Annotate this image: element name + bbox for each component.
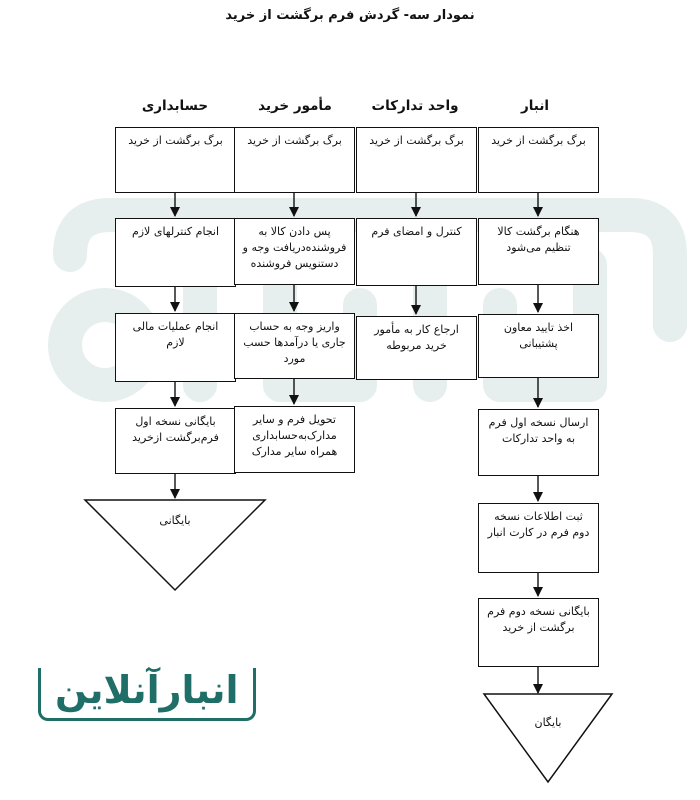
- column-header-buyer: مأمور خرید: [258, 98, 332, 114]
- box-acc-financial-ops: انجام عملیات مالی لازم: [115, 313, 236, 382]
- box-pro-check-sign: کنترل و امضای فرم: [356, 218, 477, 286]
- terminator-warehouse: [484, 694, 612, 782]
- box-pro-refer-buyer: ارجاع کار به مأمور خرید مربوطه: [356, 316, 477, 380]
- box-buy-return-form: برگ برگشت از خرید: [234, 127, 355, 193]
- brand-logo: انبارآنلاین: [38, 668, 256, 721]
- box-wh-approval: اخذ تایید معاون پشتیبانی: [478, 314, 599, 378]
- box-wh-prepared: هنگام برگشت کالا تنظیم می‌شود: [478, 218, 599, 285]
- column-header-warehouse: انبار: [520, 98, 550, 114]
- column-header-procurement: واحد تدارکات: [371, 98, 459, 114]
- box-acc-controls: انجام کنترلهای لازم: [115, 218, 236, 287]
- box-buy-return-goods: پس دادن کالا به فروشنده‌دریافت وجه و دستنویس فروشنده: [234, 218, 355, 285]
- box-acc-return-form: برگ برگشت از خرید: [115, 127, 236, 193]
- box-wh-return-form: برگ برگشت از خرید: [478, 127, 599, 193]
- box-acc-archive-first-copy: بایگانی نسخه اول فرم‌برگشت ازخرید: [115, 408, 236, 474]
- terminator-label-warehouse: بایگان: [534, 716, 562, 729]
- box-wh-archive-second-copy: بایگانی نسخه دوم فرم برگشت از خرید: [478, 598, 599, 667]
- terminator-label-accounting: بایگانی: [159, 514, 191, 527]
- box-pro-return-form: برگ برگشت از خرید: [356, 127, 477, 193]
- column-header-accounting: حسابداری: [141, 98, 209, 114]
- box-buy-deposit: واریز وجه به حساب جاری یا درآمدها حسب مورد: [234, 313, 355, 379]
- box-buy-deliver-docs: تحویل فرم و سایر مدارک‌به‌حسابداری همراه سایر مدارک: [234, 406, 355, 473]
- diagram-title: نمودار سه- گردش فرم برگشت از خرید: [225, 8, 475, 23]
- box-wh-record-second-copy: ثبت اطلاعات نسخه دوم فرم در کارت انبار: [478, 503, 599, 573]
- box-wh-send-first-copy: ارسال نسخه اول فرم به واحد تدارکات: [478, 409, 599, 476]
